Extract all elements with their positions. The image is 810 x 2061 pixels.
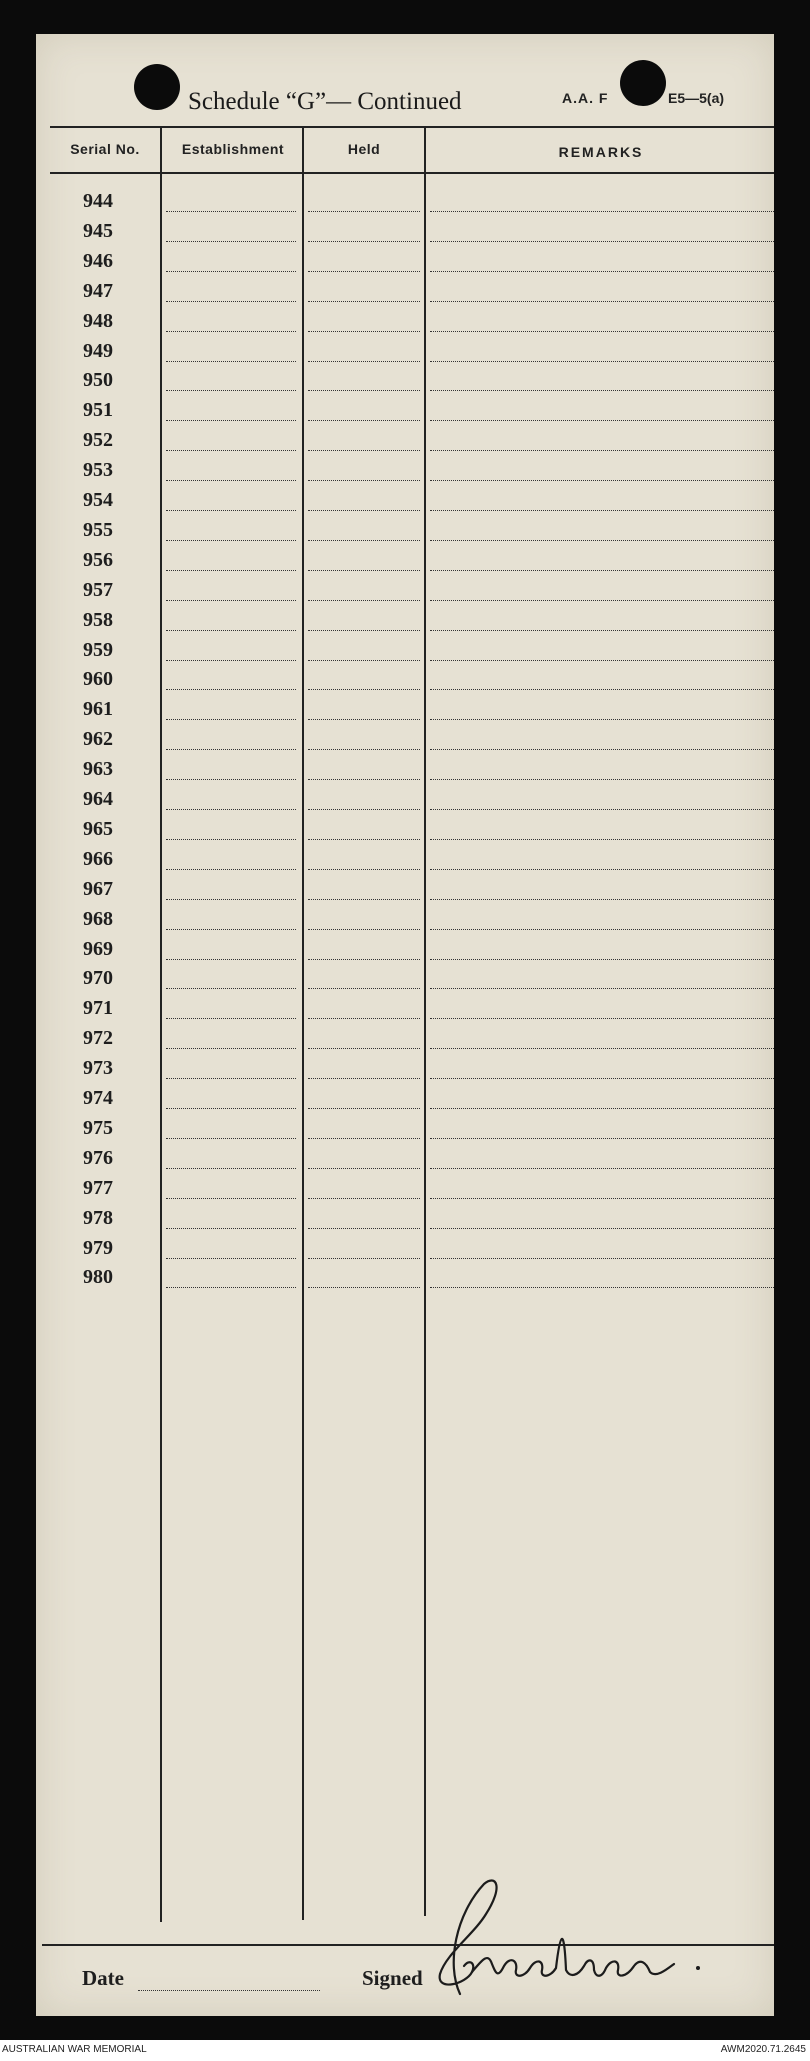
- table-row: [36, 876, 774, 906]
- establishment-entry-line: [166, 749, 296, 750]
- remarks-entry-line: [430, 450, 774, 451]
- serial-number: 959: [83, 638, 113, 661]
- serial-number: 978: [83, 1206, 113, 1229]
- establishment-entry-line: [166, 301, 296, 302]
- column-header-remarks: REMARKS: [558, 144, 644, 160]
- remarks-entry-line: [430, 749, 774, 750]
- table-row: [36, 995, 774, 1025]
- serial-number: 969: [83, 937, 113, 960]
- punch-hole-left: [134, 64, 180, 110]
- held-entry-line: [308, 1078, 420, 1079]
- held-entry-line: [308, 450, 420, 451]
- establishment-entry-line: [166, 241, 296, 242]
- table-row: [36, 427, 774, 457]
- establishment-entry-line: [166, 1168, 296, 1169]
- table-row: [36, 367, 774, 397]
- remarks-entry-line: [430, 929, 774, 930]
- establishment-entry-line: [166, 839, 296, 840]
- remarks-entry-line: [430, 420, 774, 421]
- held-entry-line: [308, 660, 420, 661]
- establishment-entry-line: [166, 570, 296, 571]
- serial-number: 972: [83, 1027, 113, 1050]
- table-row: [36, 666, 774, 696]
- serial-number: 967: [83, 877, 113, 900]
- serial-number: 976: [83, 1146, 113, 1169]
- held-entry-line: [308, 749, 420, 750]
- serial-number: 955: [83, 518, 113, 541]
- remarks-entry-line: [430, 301, 774, 302]
- held-entry-line: [308, 331, 420, 332]
- table-row: [36, 248, 774, 278]
- held-entry-line: [308, 1168, 420, 1169]
- establishment-entry-line: [166, 1258, 296, 1259]
- punch-hole-right: [620, 60, 666, 106]
- table-row: [36, 188, 774, 218]
- table-row: [36, 1145, 774, 1175]
- establishment-entry-line: [166, 779, 296, 780]
- remarks-entry-line: [430, 719, 774, 720]
- table-row: [36, 397, 774, 427]
- table-row: [36, 1025, 774, 1055]
- establishment-entry-line: [166, 1138, 296, 1139]
- table-row: [36, 1055, 774, 1085]
- serial-number: 950: [83, 369, 113, 392]
- establishment-entry-line: [166, 719, 296, 720]
- held-entry-line: [308, 241, 420, 242]
- establishment-entry-line: [166, 390, 296, 391]
- date-label: Date: [82, 1966, 124, 1990]
- establishment-entry-line: [166, 480, 296, 481]
- serial-number: 966: [83, 847, 113, 870]
- remarks-entry-line: [430, 660, 774, 661]
- serial-number: 948: [83, 309, 113, 332]
- table-row: [36, 218, 774, 248]
- establishment-entry-line: [166, 600, 296, 601]
- table-row: [36, 1115, 774, 1145]
- serial-number: 949: [83, 339, 113, 362]
- held-entry-line: [308, 988, 420, 989]
- held-entry-line: [308, 301, 420, 302]
- serial-number: 960: [83, 668, 113, 691]
- establishment-entry-line: [166, 1078, 296, 1079]
- held-entry-line: [308, 689, 420, 690]
- remarks-entry-line: [430, 271, 774, 272]
- held-entry-line: [308, 1258, 420, 1259]
- serial-number: 962: [83, 728, 113, 751]
- serial-number: 961: [83, 698, 113, 721]
- remarks-entry-line: [430, 1168, 774, 1169]
- table-row: [36, 906, 774, 936]
- table-row: [36, 1205, 774, 1235]
- held-entry-line: [308, 361, 420, 362]
- establishment-entry-line: [166, 450, 296, 451]
- serial-number: 958: [83, 608, 113, 631]
- held-entry-line: [308, 570, 420, 571]
- establishment-entry-line: [166, 1287, 296, 1288]
- column-header-establishment: Establishment: [181, 141, 285, 157]
- remarks-entry-line: [430, 1078, 774, 1079]
- establishment-entry-line: [166, 929, 296, 930]
- table-row: [36, 936, 774, 966]
- serial-number: 977: [83, 1176, 113, 1199]
- table-row: [36, 1235, 774, 1265]
- establishment-entry-line: [166, 809, 296, 810]
- remarks-entry-line: [430, 809, 774, 810]
- establishment-entry-line: [166, 660, 296, 661]
- held-entry-line: [308, 1287, 420, 1288]
- serial-number: 980: [83, 1266, 113, 1289]
- serial-number: 956: [83, 548, 113, 571]
- remarks-entry-line: [430, 1018, 774, 1019]
- remarks-entry-line: [430, 361, 774, 362]
- establishment-entry-line: [166, 211, 296, 212]
- held-entry-line: [308, 839, 420, 840]
- held-entry-line: [308, 1018, 420, 1019]
- held-entry-line: [308, 929, 420, 930]
- serial-number: 951: [83, 399, 113, 422]
- header-rule-top: [50, 126, 774, 128]
- serial-number: 974: [83, 1087, 113, 1109]
- remarks-entry-line: [430, 241, 774, 242]
- remarks-entry-line: [430, 570, 774, 571]
- remarks-entry-line: [430, 1198, 774, 1199]
- form-code-prefix: A.A. F: [562, 90, 609, 106]
- table-row: [36, 786, 774, 816]
- table-row: [36, 577, 774, 607]
- establishment-entry-line: [166, 1108, 296, 1109]
- remarks-entry-line: [430, 959, 774, 960]
- held-entry-line: [308, 540, 420, 541]
- held-entry-line: [308, 1108, 420, 1109]
- serial-number: 970: [83, 967, 113, 990]
- held-entry-line: [308, 1198, 420, 1199]
- held-entry-line: [308, 390, 420, 391]
- table-row: [36, 1175, 774, 1205]
- serial-number: 954: [83, 489, 113, 511]
- serial-number: 975: [83, 1116, 113, 1139]
- held-entry-line: [308, 779, 420, 780]
- table-row: [36, 607, 774, 637]
- serial-number: 964: [83, 788, 113, 810]
- remarks-entry-line: [430, 1048, 774, 1049]
- table-row: [36, 696, 774, 726]
- establishment-entry-line: [166, 869, 296, 870]
- table-row: [36, 846, 774, 876]
- remarks-entry-line: [430, 211, 774, 212]
- held-entry-line: [308, 600, 420, 601]
- held-entry-line: [308, 869, 420, 870]
- remarks-entry-line: [430, 1258, 774, 1259]
- serial-number: 946: [83, 249, 113, 272]
- held-entry-line: [308, 809, 420, 810]
- form-title: Schedule “G”— Continued: [188, 88, 462, 115]
- held-entry-line: [308, 899, 420, 900]
- held-entry-line: [308, 420, 420, 421]
- table-row: [36, 457, 774, 487]
- table-row: [36, 965, 774, 995]
- held-entry-line: [308, 630, 420, 631]
- table-row: [36, 1085, 774, 1115]
- table-row: [36, 756, 774, 786]
- establishment-entry-line: [166, 630, 296, 631]
- serial-number: 944: [83, 190, 113, 212]
- table-row: [36, 487, 774, 517]
- column-header-held: Held: [347, 141, 381, 157]
- remarks-entry-line: [430, 1138, 774, 1139]
- establishment-entry-line: [166, 689, 296, 690]
- remarks-entry-line: [430, 331, 774, 332]
- remarks-entry-line: [430, 390, 774, 391]
- serial-number: 971: [83, 997, 113, 1020]
- establishment-entry-line: [166, 959, 296, 960]
- remarks-entry-line: [430, 600, 774, 601]
- held-entry-line: [308, 1138, 420, 1139]
- serial-number: 957: [83, 578, 113, 601]
- serial-number: 945: [83, 219, 113, 242]
- table-row: [36, 816, 774, 846]
- serial-number: 973: [83, 1057, 113, 1080]
- establishment-entry-line: [166, 420, 296, 421]
- serial-number: 965: [83, 817, 113, 840]
- table-row: [36, 338, 774, 368]
- remarks-entry-line: [430, 899, 774, 900]
- held-entry-line: [308, 1228, 420, 1229]
- held-entry-line: [308, 959, 420, 960]
- establishment-entry-line: [166, 1198, 296, 1199]
- table-row: [36, 278, 774, 308]
- form-sheet: [36, 34, 774, 2016]
- establishment-entry-line: [166, 899, 296, 900]
- establishment-entry-line: [166, 1048, 296, 1049]
- establishment-entry-line: [166, 988, 296, 989]
- remarks-entry-line: [430, 779, 774, 780]
- table-row: [36, 308, 774, 338]
- establishment-entry-line: [166, 510, 296, 511]
- table-row: [36, 547, 774, 577]
- establishment-entry-line: [166, 361, 296, 362]
- held-entry-line: [308, 480, 420, 481]
- serial-number: 947: [83, 279, 113, 302]
- held-entry-line: [308, 1048, 420, 1049]
- remarks-entry-line: [430, 869, 774, 870]
- date-entry-line: [138, 1990, 320, 1991]
- table-row: [36, 637, 774, 667]
- held-entry-line: [308, 211, 420, 212]
- remarks-entry-line: [430, 1228, 774, 1229]
- remarks-entry-line: [430, 630, 774, 631]
- remarks-entry-line: [430, 540, 774, 541]
- signed-label: Signed: [362, 1966, 423, 1990]
- held-entry-line: [308, 719, 420, 720]
- remarks-entry-line: [430, 988, 774, 989]
- form-code-suffix: E5—5(a): [668, 90, 725, 106]
- remarks-entry-line: [430, 689, 774, 690]
- remarks-entry-line: [430, 1108, 774, 1109]
- remarks-entry-line: [430, 1287, 774, 1288]
- handwritten-signature: [426, 1874, 746, 2014]
- remarks-entry-line: [430, 480, 774, 481]
- establishment-entry-line: [166, 1228, 296, 1229]
- caption-accession-number: AWM2020.71.2645: [720, 2044, 806, 2055]
- table-row: [36, 726, 774, 756]
- establishment-entry-line: [166, 331, 296, 332]
- held-entry-line: [308, 510, 420, 511]
- serial-number: 979: [83, 1236, 113, 1259]
- caption-institution: AUSTRALIAN WAR MEMORIAL: [2, 2044, 147, 2055]
- table-row: [36, 1264, 774, 1294]
- establishment-entry-line: [166, 1018, 296, 1019]
- column-header-serial: Serial No.: [70, 141, 140, 157]
- serial-number: 963: [83, 758, 113, 781]
- remarks-entry-line: [430, 839, 774, 840]
- remarks-entry-line: [430, 510, 774, 511]
- serial-number: 953: [83, 459, 113, 482]
- held-entry-line: [308, 271, 420, 272]
- establishment-entry-line: [166, 271, 296, 272]
- serial-number: 952: [83, 429, 113, 452]
- establishment-entry-line: [166, 540, 296, 541]
- serial-number: 968: [83, 907, 113, 930]
- header-rule-bottom: [50, 172, 774, 174]
- table-row: [36, 517, 774, 547]
